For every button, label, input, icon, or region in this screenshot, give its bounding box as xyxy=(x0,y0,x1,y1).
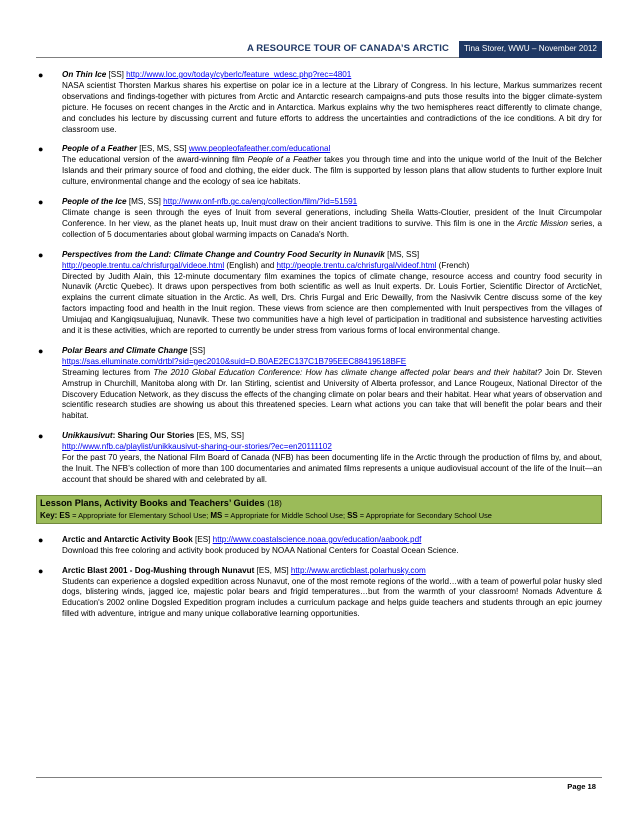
page-number: Page 18 xyxy=(567,782,596,791)
bullet-icon: ● xyxy=(38,249,44,260)
entry-description: Streaming lectures from xyxy=(62,367,154,377)
entry-title: : Sharing Our Stories xyxy=(112,431,195,441)
resource-entry xyxy=(36,70,602,135)
entry-link[interactable]: http://www.onf-nfb.gc.ca/eng/collection/film/?id=51591 xyxy=(163,197,358,207)
bullet-icon: ● xyxy=(38,534,44,545)
section-header xyxy=(36,495,602,524)
lesson-entry xyxy=(36,566,602,621)
entry-description: Directed by Judith Alain, this 12-minute documentary film examines the topics of climate change, resource access and country food security in Nunavik (Arctic Quebec). It draws upon perspectives from both scientific as well as Inuit experts. Dr. Louis Fortier, Scientific Director of ArcticNet, explains the current climate situation in the Arctic. As well, Drs. Chris Furgal and Eric Dewailly, from the Nasivvik Centre discuss some of the key factors impacting food and health in the Inuit region. These views from science are then complemented with Inuit perspectives from the villages of Umiujaq and Kangiqsualujjuaq, Nunavik. These two communities have a high level of participation in traditional and subsistence harvesting activities and it is these activities, which are reported to currently be under stress from various forms of local environmental change. xyxy=(62,271,602,336)
link-separator: (English) and xyxy=(224,260,277,270)
key-label: Key: xyxy=(40,510,58,520)
section-title: Lesson Plans, Activity Books and Teachers’ Guides xyxy=(40,497,265,508)
entry-description-cont: series, a collection of 5 documentaries about global warming impacts on Canada's North. xyxy=(62,218,602,239)
entry-description: NASA scientist Thorsten Markus shares his expertise on polar ice in a lecture at the Library of Congress. In his lecture, Markus summarizes recent observations and findings-together with pictures from Arctic and Antarctic research campaigns-and puts those results into the bigger climate-system picture. He focuses on recent changes in the Arctic and in Antarctica. Markus explains why the two hemispheres react differently to climate change, and concludes his lecture by discussing current and future efforts to address the uncertainties and contradictions of the ice conditions. A bit dry for classroom use. xyxy=(62,80,602,134)
key-es-text: = Appropriate for Elementary School Use; xyxy=(70,510,211,520)
key-es: ES xyxy=(59,510,71,520)
entry-title: People of a Feather xyxy=(62,144,137,154)
resource-entry xyxy=(36,431,602,486)
resource-entry xyxy=(36,197,602,241)
key-ss-text: = Appropriate for Secondary School Use xyxy=(357,510,492,520)
section-count: (18) xyxy=(267,498,282,508)
header-title: A RESOURCE TOUR OF CANADA’S ARCTIC xyxy=(246,43,449,54)
entry-tags: [SS] xyxy=(189,345,206,355)
key-ms: MS xyxy=(210,510,223,520)
entry-title: Polar Bears and Climate Change xyxy=(62,345,188,355)
entry-description: Climate change is seen through the eyes of Inuit from several generations, including Sheila Watts-Cloutier, president of the Inuit Circumpolar Conference. In her view, as the planet heats up, Inuit must draw on their ancient traditions to survive. This film is one in the xyxy=(62,207,602,228)
resource-entry xyxy=(36,250,602,337)
lesson-description: Download this free coloring and activity book produced by NOAA National Centers for Coastal Ocean Science. xyxy=(62,545,459,555)
entry-description-italic: Arctic Mission xyxy=(517,218,568,228)
entry-link[interactable]: https://sas.elluminate.com/drtbl?sid=gec2010&suid=D.B0AE2EC137C1B795EEC88419518BFE xyxy=(62,356,407,366)
page-header xyxy=(36,41,602,58)
entry-description: The educational version of the award-winning film xyxy=(62,155,248,165)
lesson-link[interactable]: http://www.coastalscience.noaa.gov/education/aabook.pdf xyxy=(212,534,422,544)
resource-entry xyxy=(36,144,602,188)
lesson-tags: [ES] xyxy=(195,534,211,544)
entry-description-italic: People of a Feather xyxy=(247,155,322,165)
page-footer xyxy=(36,777,602,791)
entry-description-cont: Join Dr. Steven Amstrup in Churchill, Manitoba along with Dr. Ian Stirling, scientist and University of Alberta professor, and Lance Rougeux, National Director of the Discovery Education Network, as they discuss the effects of the changing climate on polar bears and their habitat. Hear what years of observation and scientific research studies are showing us about this threatened species. Learn what actions you can take that will benefit the polar bears and their habitat. xyxy=(62,367,602,421)
entry-tags: [MS, SS] xyxy=(128,197,161,207)
lesson-tags: [ES, MS] xyxy=(256,565,289,575)
entry-tags: [MS, SS] xyxy=(387,249,420,259)
bullet-icon: ● xyxy=(38,565,44,576)
entry-link-french[interactable]: http://people.trentu.ca/chrisfurgal/videof.html xyxy=(276,260,437,270)
bullet-icon: ● xyxy=(38,70,44,80)
entry-tags: [ES, MS, SS] xyxy=(196,431,244,441)
entry-title-italic: Unikkausivut xyxy=(62,431,113,441)
entry-tags: [ES, MS, SS] xyxy=(139,144,187,154)
lesson-title: Arctic and Antarctic Activity Book xyxy=(62,534,193,544)
lesson-entry xyxy=(36,535,602,557)
lesson-title: Arctic Blast 2001 - Dog-Mushing through Nunavut xyxy=(62,565,255,575)
key-ss: SS xyxy=(347,510,358,520)
entry-title: On Thin Ice xyxy=(62,70,107,79)
bullet-icon: ● xyxy=(38,144,44,155)
lesson-link[interactable]: http://www.arcticblast.polarhusky.com xyxy=(290,565,426,575)
entry-title: People of the Ice xyxy=(62,197,127,207)
link-language: (French) xyxy=(436,260,470,270)
entry-link-english[interactable]: http://people.trentu.ca/chrisfurgal/videoe.html xyxy=(62,260,225,270)
entry-link[interactable]: www.peopleofafeather.com/educational xyxy=(188,144,331,154)
entry-description: For the past 70 years, the National Film Board of Canada (NFB) has been documenting life in the Arctic through the production of films by, and about, the Inuit. The NFB’s collection of more than 100 documentaries and animated films represents a unique audiovisual account of the life of the Inuit—an account that should be shared with and celebrated by all. xyxy=(62,453,602,484)
header-author: Tina Storer, WWU – November 2012 xyxy=(459,41,602,58)
audience-key xyxy=(40,510,598,521)
entry-description-cont: takes you through time and into the unique world of the Inuit of the Belcher Islands and their primary source of food and clothing, the eider duck. The film is supported by lesson plans that allow students to further explore Inuit culture, environmental change and the ecology of sea ice habitats. xyxy=(62,155,602,187)
bullet-icon: ● xyxy=(38,431,44,442)
entry-title: Perspectives from the Land: Climate Change and Country Food Security in Nunavik xyxy=(62,249,385,259)
entry-description-italic: The 2010 Global Education Conference: How has climate change affected polar bears and their habitat? xyxy=(153,367,542,377)
entry-link[interactable]: http://www.nfb.ca/playlist/unikkausivut-sharing-our-stories/?ec=en20111102 xyxy=(62,442,332,452)
page-content xyxy=(36,70,602,629)
entry-tags: [SS] xyxy=(108,70,124,79)
lesson-description: Students can experience a dogsled expedition across Nunavut, one of the most remote regions of the world…with a team of powerful polar husky sled dogs, blistering winds, jagged ice, majestic polar bears and frigid temperatures…but from the warmth of your classroom! Nomads Adventure & Education's 2002 online Dogsled Expedition program includes a curriculum package and helps guide teachers and students through an epic journey filled with adventure, intrigue and many unique collaborative learning opportunities. xyxy=(62,576,602,619)
bullet-icon: ● xyxy=(38,197,44,208)
entry-link[interactable]: http://www.loc.gov/today/cyberlc/feature_wdesc.php?rec=4801 xyxy=(126,70,352,79)
bullet-icon: ● xyxy=(38,345,44,356)
resource-entry xyxy=(36,346,602,422)
key-ms-text: = Appropriate for Middle School Use; xyxy=(222,510,348,520)
